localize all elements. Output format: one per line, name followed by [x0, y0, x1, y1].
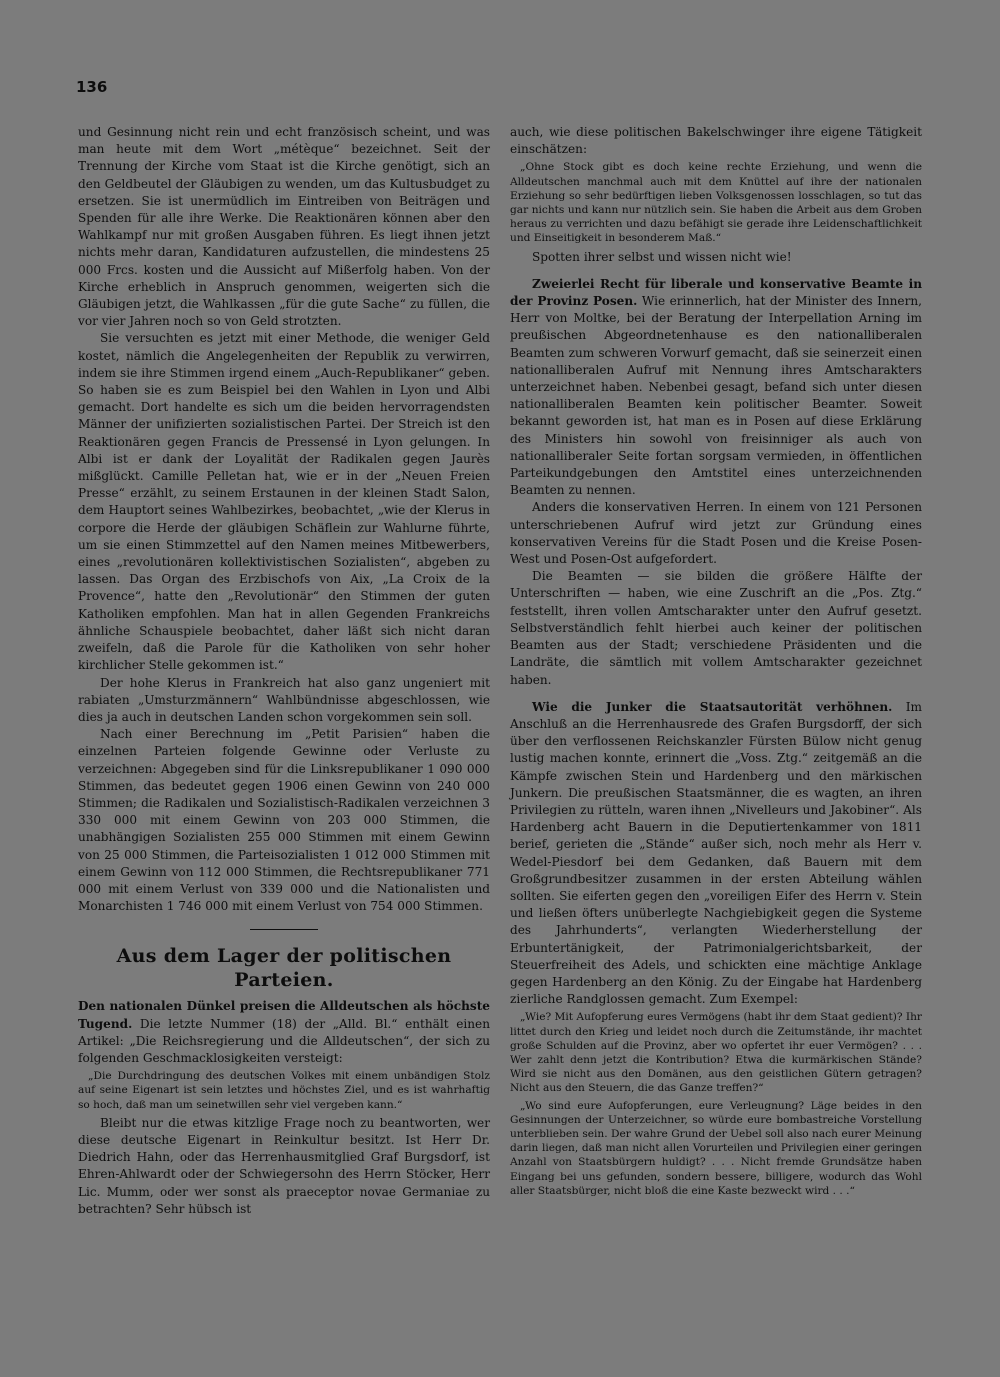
paragraph: Sie versuchten es jetzt mit einer Methode, die weniger Geld kostet, nämlich die Angelegenheiten der Republik zu verwirren, indem sie ihre Stimmen irgend einem „Auch-Republikaner“ geben. So haben sie es zum Beispiel bei den Wahlen in Lyon und Albi gemacht. Dort handelte es sich um die beiden hervorragendsten Männer der unifizierten sozialistischen Partei. Der Streich ist den Reaktionären gegen Francis de Pressensé in Lyon gelungen. In Albi ist er dank der Loyalität der Radikalen gegen Jaurès mißglückt. Camille Pelletan hat, wie er in der „Neuen Freien Presse“ erzählt, zu seinem Erstaunen in der kleinen Stadt Salon, dem Hauptort seines Wahlbezirkes, beobachtet, „wie der Klerus in corpore die Herde der gläubigen Schäflein zur Wahlurne führte, um sie einen Stimmzettel auf den Namen meines Mitbewerbers, eines „revolutionären kollektivistischen Sozialisten“, abgeben zu lassen. Das Organ des Erzbischofs von Aix, „La Croix de la Provence“, hatte den „Revolutionär“ den Stimmen der guten Katholiken empfohlen. Man hat in allen Gegenden Frankreichs ähnliche Schauspiele beobachtet, daher läßt sich nicht daran zweifeln, daß die Parole für die Katholiken von sehr hoher kirchlicher Stelle gekommen ist.“: [78, 331, 490, 673]
paragraph-text: Im Anschluß an die Herrenhausrede des Grafen Burgsdorff, der sich über den verflossenen Reichskanzler Fürsten Bülow nicht genug lustig machen konnte, erinnert die „Voss. Ztg.“ zeitgemäß an die Kämpfe zwischen Stein und Hardenberg und den märkischen Junkern. Die preußischen Staatsmänner, die es wagten, an ihren Privilegien zu rütteln, waren ihnen „Nivelleurs und Jakobiner“. Als Hardenberg acht Bauern in die Deputiertenkammer von 1811 berief, gerieten die „Stände“ außer sich, noch mehr als Herr v. Wedel-Piesdorf bei dem Gedanken, daß Bauern mit dem Großgrundbesitzer zusammen in der ersten Abteilung wählen sollten. Sie eiferten gegen den „voreiligen Eifer des Herrn v. Stein und ließen öfters unüberlegte Nachgiebigkeit gegen die Systeme des Jahrhunderts“, verlangten Wiederherstellung der Erbuntertänigkeit, der Patrimonialgerichtsbarkeit, der Steuerfreiheit des Adels, und schickten eine mächtige Anklage gegen Hardenberg an den König. Zu der Eingabe hat Hardenberg zierliche Randglossen gemacht. Zum Exempel:: [510, 699, 922, 1007]
page-number: 136: [76, 78, 108, 96]
paragraph: Anders die konservativen Herren. In einem von 121 Personen unterschriebenen Aufruf wird jetzt zur Gründung eines konservativen Vereins für die Stadt Posen und die Kreise Posen-West und Posen-Ost aufgefordert.: [510, 500, 922, 567]
block-quote: „Ohne Stock gibt es doch keine rechte Erziehung, und wenn die Alldeutschen manchmal auch mit dem Knüttel auf ihre der nationalen Erziehung so sehr bedürftigen lieben Volksgenossen losschlagen, so tut das gar nichts und kann nur nützlich sein. Sie haben die Arbeit aus dem Groben heraus zu verrichten und dazu befähigt sie gerade ihre Leidenschaftlichkeit und Einseitigkeit in besonderem Maß.“: [510, 161, 922, 245]
paragraph: Der hohe Klerus in Frankreich hat also ganz ungeniert mit rabiaten „Umsturzmännern“ Wahlbündnisse abgeschlossen, wie dies ja auch in deutschen Landen schon vorgekommen sein soll.: [78, 675, 490, 724]
article-headline: Zweierlei Recht für liberale und konservative Beamte in der Provinz Posen.: [510, 276, 922, 309]
right-column: [510, 124, 922, 1201]
paragraph: auch, wie diese politischen Bakelschwinger ihre eigene Tätigkeit einschätzen:: [510, 125, 922, 157]
paragraph: Bleibt nur die etwas kitzlige Frage noch zu beantworten, wer diese deutsche Eigenart in Reinkultur besitzt. Ist Herr Dr. Diedrich Hahn, oder das Herrenhausmitglied Graf Burgsdorf, ist Ehren-Ahlwardt oder der Schwiegersohn des Herrn Stöcker, Herr Lic. Mumm, oder wer sonst als praeceptor novae Germaniae zu betrachten? Sehr hübsch ist: [78, 1115, 490, 1216]
paragraph-text: Die letzte Nummer (18) der „Alld. Bl.“ enthält einen Artikel: „Die Reichsregierung und die Alldeutschen“, der sich zu folgenden Geschmacklosigkeiten versteigt:: [78, 1016, 490, 1065]
article-headline: Wie die Junker die Staatsautorität verhöhnen.: [532, 699, 893, 714]
block-quote: „Wo sind eure Aufopferungen, eure Verleugnung? Läge beides in den Gesinnungen der Unterzeichner, so würde eure bombastreiche Vorstellung unterblieben sein. Der wahre Grund der Uebel soll also nach eurer Meinung darin liegen, daß man nicht allen Vorurteilen und Privilegien einer geringen Anzahl von Staatsbürgern huldigt? . . . Nicht fremde Grundsätze haben Eingang bei uns gefunden, sondern bessere, billigere, wodurch das Wohl aller Staatsbürger, nicht bloß die eine Kaste bezweckt wird . . .“: [510, 1099, 922, 1197]
paragraph: [510, 699, 922, 1009]
paragraph: [510, 276, 922, 500]
paragraph: und Gesinnung nicht rein und echt französisch scheint, und was man heute mit dem Wort „métèque“ bezeichnet. Seit der Trennung der Kirche vom Staat ist die Kirche genötigt, sich an den Geldbeutel der Gläubigen zu wenden, um das Kultusbudget zu ersetzen. Sie ist unermüdlich im Eintreiben von Beiträgen und Spenden für alle ihre Werke. Die Reaktionären können aber den Wahlkampf nur mit großen Ausgaben führen. Es liegt ihnen jetzt nichts mehr daran, Kandidaturen aufzustellen, die mindestens 25 000 Frcs. kosten und die Aussicht auf Mißerfolg haben. Von der Kirche erheblich in Anspruch genommen, weigerten sich die Gläubigen jetzt, die Wahlkassen „für die gute Sache“ zu füllen, die vor vier Jahren noch so von Geld strotzten.: [78, 125, 490, 329]
paragraph-text: Wie erinnerlich, hat der Minister des Innern, Herr von Moltke, bei der Beratung der Interpellation Arning im preußischen Abgeordnetenhause es den nationalliberalen Beamten zum schweren Vorwurf gemacht, daß sie seinerzeit einen nationalliberalen Aufruf mit Nennung ihres Amtscharakters unterzeichnet haben. Nebenbei gesagt, befand sich unter diesen nationalliberalen Beamten kein politischer Beamter. Soweit bekannt geworden ist, hat man es in Posen auf diese Erklärung des Ministers hin sowohl von freisinniger als auch von nationalliberaler Seite fortan sorgsam vermieden, in öffentlichen Parteikundgebungen den Amtstitel eines unterzeichnenden Beamten zu nennen.: [510, 294, 922, 498]
section-divider: [250, 929, 318, 930]
block-quote: „Die Durchdringung des deutschen Volkes mit einem unbändigen Stolz auf seine Eigenart ist sein letztes und höchstes Ziel, und es ist wahrhaftig so hoch, daß man um seinetwillen sehr viel vergeben kann.“: [78, 1070, 490, 1111]
left-column: [78, 124, 490, 1218]
paragraph: [78, 998, 490, 1067]
paragraph: Spotten ihrer selbst und wissen nicht wie!: [532, 249, 792, 264]
article-headline: Den nationalen Dünkel preisen die Alldeutschen als höchste Tugend.: [78, 999, 490, 1031]
spacer: [510, 689, 922, 699]
section-title: Aus dem Lager der politischen Parteien.: [116, 945, 452, 992]
block-quote: „Wie? Mit Aufopferung eures Vermögens (habt ihr dem Staat gedient)? Ihr littet durch den Krieg und leidet noch durch die Zeitumstände, ihr machtet große Schulden auf die Provinz, aber wo opfertet ihr euer Vermögen? . . . Wer zahlt denn jetzt die Kontribution? Etwa die kurmärkischen Stände? Wird sie nicht aus den Domänen, aus den geistlichen Gütern getragen? Nicht aus den Steuern, die das Ganze treffen?“: [510, 1011, 922, 1095]
paragraph: Nach einer Berechnung im „Petit Parisien“ haben die einzelnen Parteien folgende Gewinne oder Verluste zu verzeichnen: Abgegeben sind für die Linksrepublikaner 1 090 000 Stimmen, das bedeutet gegen 1906 einen Gewinn von 240 000 Stimmen; die Radikalen und Sozialistisch-Radikalen verzeichnen 3 330 000 mit einem Gewinn von 203 000 Stimmen, die unabhängigen Sozialisten 255 000 Stimmen mit einem Gewinn von 25 000 Stimmen, die Parteisozialisten 1 012 000 Stimmen mit einem Gewinn von 112 000 Stimmen, die Rechtsrepublikaner 771 000 mit einem Verlust von 339 000 und die Nationalisten und Monarchisten 1 746 000 mit einem Verlust von 754 000 Stimmen.: [78, 727, 490, 914]
spacer: [510, 266, 922, 276]
paragraph: Die Beamten — sie bilden die größere Hälfte der Unterschriften — haben, wie eine Zuschrift an die „Pos. Ztg.“ feststellt, ihren vollen Amtscharakter unter den Aufruf gesetzt. Selbstverständlich fehlt hierbei auch keiner der politischen Beamten aus der Stadt; verschiedene Präsidenten und die Landräte, die sämtlich mit vollem Amtscharakter gezeichnet haben.: [510, 569, 922, 687]
